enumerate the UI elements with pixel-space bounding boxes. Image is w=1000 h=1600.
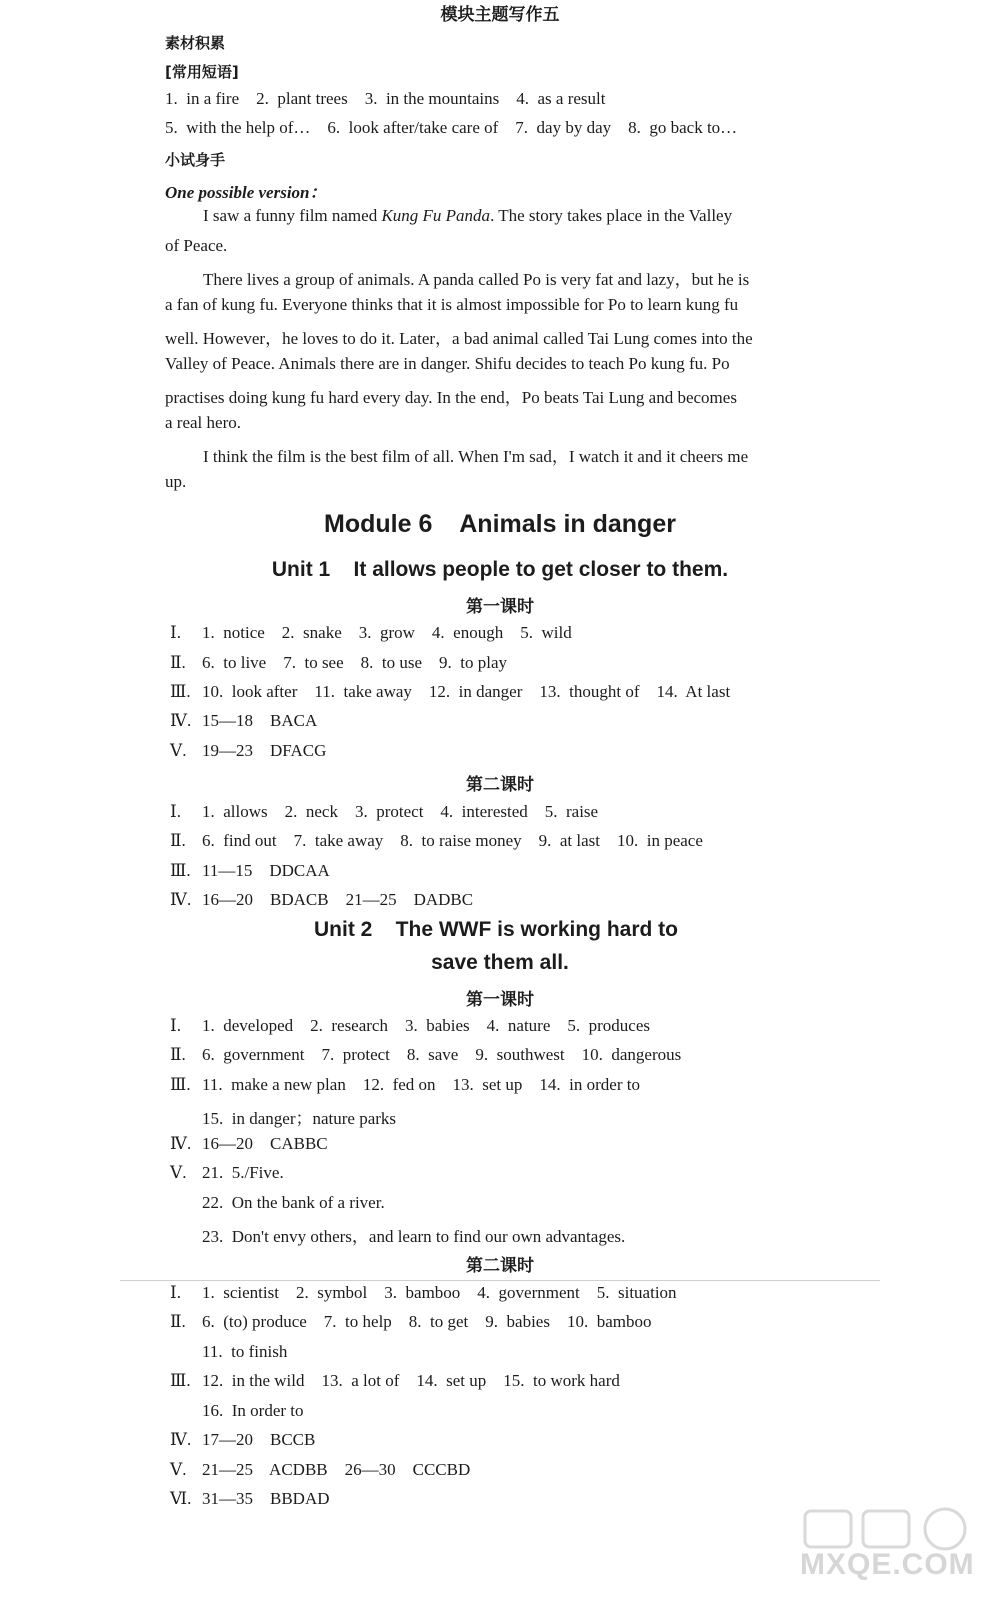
unit1-lesson1-heading: 第一课时 [466, 597, 534, 617]
answer-row [170, 890, 473, 910]
answer-text: 6. find out 7. take away 8. to raise money 9. at last 10. in peace [202, 831, 703, 850]
essay-p2-line-6: a real hero. [165, 413, 241, 432]
roman-numeral: Ⅲ. [170, 1075, 191, 1094]
answer-text: 12. in the wild 13. a lot of 14. set up 15. to work hard [202, 1371, 620, 1390]
essay-p3-line-1: I think the film is the best film of all. When I'm sad，I watch it and it cheers me [203, 447, 749, 466]
film-title: Kung Fu Panda [381, 206, 491, 225]
answer-row [170, 802, 598, 822]
answer-text: 21—25 ACDBB 26—30 CCCBD [202, 1460, 471, 1479]
answer-row [170, 1104, 396, 1129]
answer-text: 16—20 CABBC [202, 1134, 328, 1153]
roman-numeral: Ⅰ. [170, 1283, 181, 1302]
essay-p2-line-1: There lives a group of animals. A panda called Po is very fat and lazy，but he is [203, 270, 750, 289]
answer-row [170, 1134, 328, 1154]
unit1-title: Unit 1 It allows people to get closer to them. [271, 558, 729, 581]
answer-text: 11—15 DDCAA [202, 861, 330, 880]
answer-text: 21. 5./Five. [202, 1163, 284, 1182]
answer-text: 16—20 BDACB 21—25 DADBC [202, 890, 474, 909]
sucai-heading: 素材积累 [165, 34, 226, 52]
roman-numeral: Ⅰ. [170, 1016, 181, 1035]
roman-numeral: Ⅴ. [170, 1163, 187, 1182]
answer-text: 17—20 BCCB [202, 1430, 316, 1449]
answer-text: 1. scientist 2. symbol 3. bamboo 4. government 5. situation [202, 1283, 677, 1302]
answer-row [170, 1342, 287, 1362]
answer-row [170, 711, 317, 731]
phrases-heading: [常用短语] [165, 63, 239, 81]
answer-row [170, 1371, 620, 1391]
roman-numeral: Ⅱ. [170, 653, 186, 672]
answer-row [170, 1222, 625, 1247]
essay-p3-line-2: up. [165, 472, 187, 491]
answer-text: 1. allows 2. neck 3. protect 4. interested 5. raise [202, 802, 599, 821]
version-label: One possible version： [165, 183, 327, 202]
answer-row [170, 1163, 284, 1183]
essay-p2-line-2: a fan of kung fu. Everyone thinks that it is almost impossible for Po to learn kung fu [165, 295, 739, 314]
answer-text: 11. to finish [202, 1342, 288, 1361]
roman-numeral: Ⅲ. [170, 861, 191, 880]
answer-row [170, 1193, 385, 1213]
answer-row [170, 861, 330, 881]
phrases-line-2: 5. with the help of… 6. look after/take care of 7. day by day 8. go back to… [165, 118, 738, 137]
answer-text: 15. in danger；nature parks [202, 1109, 397, 1128]
roman-numeral: Ⅱ. [170, 831, 186, 850]
answer-text: 6. (to) produce 7. to help 8. to get 9. babies 10. bamboo [202, 1312, 652, 1331]
roman-numeral: Ⅴ. [170, 1460, 187, 1479]
answer-text: 6. government 7. protect 8. save 9. southwest 10. dangerous [202, 1045, 682, 1064]
phrases-line-1: 1. in a fire 2. plant trees 3. in the mountains 4. as a result [165, 89, 606, 108]
unit1-lesson2-heading: 第二课时 [466, 775, 534, 795]
unit2-title-line-2: save them all. [431, 951, 569, 974]
answer-text: 6. to live 7. to see 8. to use 9. to play [202, 653, 508, 672]
xiaoshi-heading: 小试身手 [165, 151, 226, 169]
answer-row [170, 1283, 677, 1303]
answer-row [170, 1075, 640, 1095]
answer-row [170, 1045, 681, 1065]
unit2-title-line-1: Unit 2 The WWF is working hard to [314, 918, 678, 941]
watermark-text: MXQE.COM [800, 1548, 975, 1581]
answer-row [170, 1016, 650, 1036]
answer-text: 1. notice 2. snake 3. grow 4. enough 5. wild [202, 623, 572, 642]
essay-text: I saw a funny film named [203, 206, 382, 225]
roman-numeral: Ⅳ. [170, 1430, 192, 1449]
roman-numeral: Ⅲ. [170, 682, 191, 701]
roman-numeral: Ⅰ. [170, 802, 181, 821]
answer-row [170, 1401, 304, 1421]
essay-p1-line-1 [203, 206, 732, 226]
answer-row [170, 682, 730, 702]
essay-p2-line-5: practises doing kung fu hard every day. In the end，Po beats Tai Lung and becomes [165, 388, 737, 407]
unit2-lesson2-heading: 第二课时 [466, 1256, 534, 1276]
roman-numeral: Ⅴ. [170, 741, 187, 760]
module-title: Module 6 Animals in danger [324, 510, 676, 538]
answer-text: 15—18 BACA [202, 711, 318, 730]
essay-text: . The story takes place in the Valley [490, 206, 733, 225]
roman-numeral: Ⅱ. [170, 1045, 186, 1064]
answer-text: 22. On the bank of a river. [202, 1193, 385, 1212]
roman-numeral: Ⅰ. [170, 623, 181, 642]
roman-numeral: Ⅳ. [170, 890, 192, 909]
unit2-lesson1-heading: 第一课时 [466, 990, 534, 1010]
answer-row [170, 1312, 651, 1332]
answer-row [170, 1460, 470, 1480]
roman-numeral: Ⅳ. [170, 1134, 192, 1153]
answer-row [170, 1489, 330, 1509]
answer-text: 11. make a new plan 12. fed on 13. set up 14. in order to [202, 1075, 640, 1094]
answer-row [170, 831, 703, 851]
answer-text: 16. In order to [202, 1401, 304, 1420]
essay-p2-line-4: Valley of Peace. Animals there are in danger. Shifu decides to teach Po kung fu. Po [165, 354, 730, 373]
answer-text: 23. Don't envy others，and learn to find our own advantages. [202, 1227, 626, 1246]
roman-numeral: Ⅵ. [170, 1489, 192, 1508]
answer-text: 31—35 BBDAD [202, 1489, 330, 1508]
essay-p1-line-2: of Peace. [165, 236, 228, 255]
roman-numeral: Ⅱ. [170, 1312, 186, 1331]
answer-text: 19—23 DFACG [202, 741, 327, 760]
essay-p2-line-3: well. However，he loves to do it. Later，a bad animal called Tai Lung comes into the [165, 329, 753, 348]
roman-numeral: Ⅳ. [170, 711, 192, 730]
answer-row [170, 623, 572, 643]
page-title: 模块主题写作五 [440, 5, 560, 25]
answer-row [170, 741, 326, 761]
page-divider [120, 1280, 880, 1281]
answer-row [170, 1430, 315, 1450]
answer-row [170, 653, 507, 673]
answer-text: 10. look after 11. take away 12. in danger 13. thought of 14. At last [202, 682, 731, 701]
answer-text: 1. developed 2. research 3. babies 4. nature 5. produces [202, 1016, 651, 1035]
roman-numeral: Ⅲ. [170, 1371, 191, 1390]
